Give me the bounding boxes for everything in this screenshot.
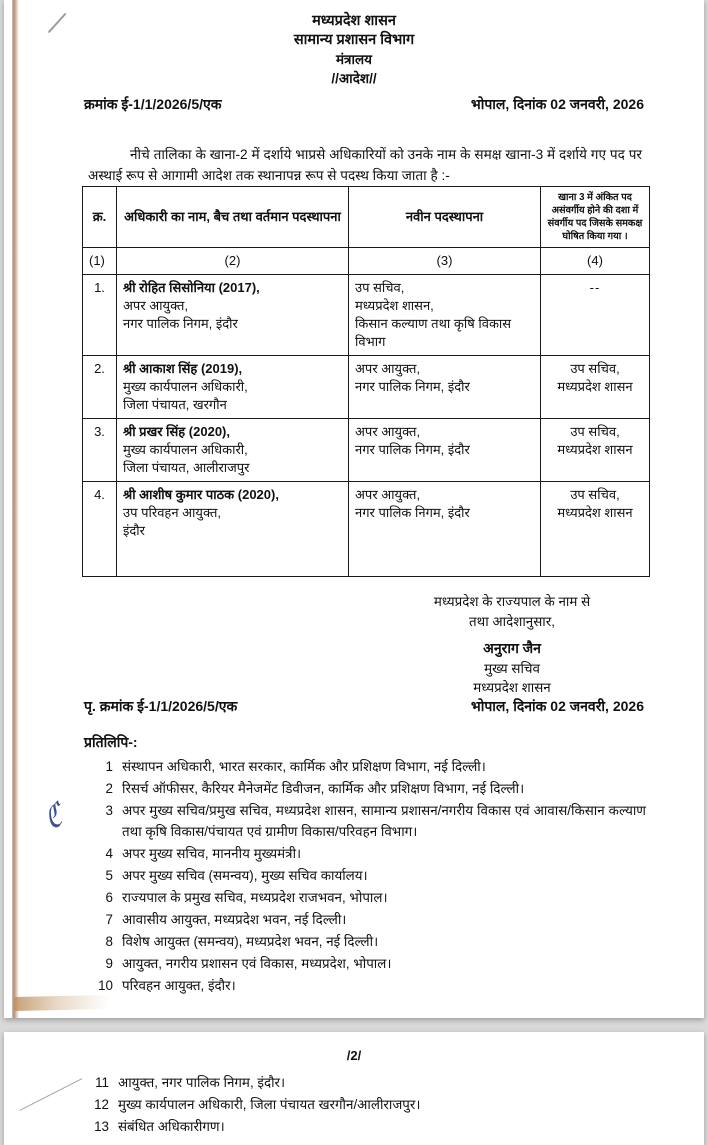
- cell-new-posting: [349, 419, 541, 482]
- list-item-number: 1: [105, 759, 113, 774]
- list-item-text: राज्यपाल के प्रमुख सचिव, मध्यप्रदेश राजभवन, भोपाल।: [122, 889, 388, 905]
- colnum-1: (1): [83, 248, 117, 275]
- table-row: [83, 419, 650, 482]
- endorsement-place-and-date: भोपाल, दिनांक 02 जनवरी, 2026: [470, 698, 644, 714]
- endorsement-reference-row: [84, 697, 644, 716]
- signature-authority-line-2: तथा आदेशानुसार,: [469, 613, 555, 629]
- copy-to-list-page1: [88, 757, 646, 998]
- cadre-equivalent-line: मध्यप्रदेश शासन: [557, 379, 633, 394]
- list-item-text: आयुक्त, नगरीय प्रशासन एवं विकास, मध्यप्रदेश, भोपाल।: [122, 955, 392, 971]
- header-officer-name: अधिकारी का नाम, बैच तथा वर्तमान पदस्थापना: [117, 187, 349, 248]
- list-item: [84, 1073, 650, 1094]
- cell-officer-details: [117, 482, 349, 577]
- copy-to-heading: प्रतिलिपि-:: [84, 734, 138, 750]
- colnum-3: (3): [349, 248, 541, 275]
- current-posting-line: अपर आयुक्त,: [123, 298, 189, 313]
- cadre-equivalent-line: उप सचिव,: [570, 424, 620, 439]
- list-item-number: 9: [105, 955, 113, 971]
- secretariat-line: मंत्रालय: [335, 52, 372, 67]
- new-posting-line: अपर आयुक्त,: [355, 487, 421, 502]
- current-posting-line: जिला पंचायत, आलीराजपुर: [123, 460, 250, 475]
- list-item-text: संस्थापन अधिकारी, भारत सरकार, कार्मिक और प्रशिक्षण विभाग, नई दिल्ली।: [122, 759, 486, 774]
- officer-name: श्री प्रखर सिंह (2020),: [123, 424, 231, 439]
- page-edge-stain: [12, 0, 19, 1018]
- current-posting-line: मुख्य कार्यपालन अधिकारी,: [123, 379, 248, 394]
- list-item: [88, 779, 646, 800]
- cell-serial-number: 4.: [83, 482, 117, 577]
- list-item-text: रिसर्च ऑफीसर, कैरियर मैनेजमेंट डिवीजन, कार्मिक और प्रशिक्षण विभाग, नई दिल्ली।: [122, 781, 525, 796]
- list-item-text: आवासीय आयुक्त, मध्यप्रदेश भवन, नई दिल्ली।: [122, 911, 347, 927]
- list-item: [88, 910, 646, 931]
- current-posting-line: जिला पंचायत, खरगौन: [123, 397, 227, 412]
- stray-pen-mark-page2-icon: [19, 1078, 82, 1111]
- new-posting-line: किसान कल्याण तथा कृषि विकास: [355, 316, 512, 331]
- department-name-line: सामान्य प्रशासन विभाग: [293, 32, 415, 48]
- officer-name: श्री रोहित सिसोनिया (2017),: [123, 280, 260, 295]
- new-posting-line: विभाग: [355, 334, 386, 349]
- endorsement-reference-number: पृ. क्रमांक ई-1/1/2026/5/एक: [84, 698, 238, 714]
- list-item-number: 11: [95, 1075, 109, 1090]
- table-header-row: [83, 187, 650, 248]
- cell-new-posting: [349, 275, 541, 356]
- posting-table-body: [83, 275, 650, 577]
- list-item-text: संबंधित अधिकारीगण।: [118, 1119, 225, 1134]
- header-cadre-equivalent: खाना 3 में अंकित पद असंवर्गीय होने की दशा में संवर्गीय पद जिसके समकक्ष घोषित किया गया ।: [541, 187, 650, 248]
- header-serial: क्र.: [83, 187, 117, 248]
- list-item-number: 7: [105, 911, 113, 927]
- table-row: [83, 482, 650, 577]
- header-new-posting: नवीन पदस्थापना: [349, 187, 541, 248]
- new-posting-line: अपर आयुक्त,: [355, 424, 421, 439]
- list-item-text: मुख्य कार्यपालन अधिकारी, जिला पंचायत खरगौन/आलीराजपुर।: [118, 1097, 421, 1112]
- officer-name: श्री आशीष कुमार पाठक (2020),: [123, 487, 279, 502]
- new-posting-line: नगर पालिक निगम, इंदौर: [355, 442, 470, 457]
- signatory-designation: मुख्य सचिव: [484, 660, 540, 676]
- list-item-text: परिवहन आयुक्त, इंदौर।: [122, 977, 236, 993]
- cell-serial-number: 1.: [83, 275, 117, 356]
- new-posting-line: अपर आयुक्त,: [355, 361, 421, 376]
- list-item-text: अपर मुख्य सचिव/प्रमुख सचिव, मध्यप्रदेश शासन, सामान्य प्रशासन/नगरीय विकास एवं आवास/किसान कल्याण तथा कृषि विकास/पंचायत एवं ग्रामीण विकास/परिवहन विभाग।: [122, 803, 646, 839]
- reference-number: क्रमांक ई-1/1/2026/5/एक: [84, 96, 222, 112]
- reference-row: [84, 95, 644, 114]
- colnum-4: (4): [541, 248, 650, 275]
- list-item: [88, 954, 646, 975]
- cadre-equivalent-line: मध्यप्रदेश शासन: [557, 505, 633, 520]
- current-posting-line: मुख्य कार्यपालन अधिकारी,: [123, 442, 248, 457]
- list-item-number: 3: [105, 803, 113, 818]
- current-posting-line: नगर पालिक निगम, इंदौर: [123, 316, 238, 331]
- list-item: [88, 888, 646, 909]
- signature-authority-line-1: मध्यप्रदेश के राज्यपाल के नाम से: [433, 594, 591, 609]
- page-number-marker: /2/: [346, 1048, 362, 1063]
- cell-new-posting: [349, 482, 541, 577]
- cell-cadre-equivalent: [541, 482, 650, 577]
- cell-serial-number: 2.: [83, 356, 117, 419]
- new-posting-line: नगर पालिक निगम, इंदौर: [355, 505, 470, 520]
- cell-officer-details: [117, 356, 349, 419]
- current-posting-line: इंदौर: [123, 523, 145, 538]
- list-item-number: 2: [105, 781, 113, 796]
- cell-officer-details: [117, 419, 349, 482]
- list-item-number: 4: [105, 845, 113, 861]
- signature-block: [382, 592, 642, 698]
- list-item: [88, 801, 646, 842]
- place-and-date: भोपाल, दिनांक 02 जनवरी, 2026: [470, 96, 644, 112]
- list-item: [84, 1095, 650, 1116]
- current-posting-line: उप परिवहन आयुक्त,: [123, 505, 221, 520]
- list-item-number: 6: [105, 889, 113, 905]
- list-item-text: अपर मुख्य सचिव, माननीय मुख्यमंत्री।: [122, 845, 302, 861]
- table-column-number-row: [83, 248, 650, 275]
- list-item-text: आयुक्त, नगर पालिक निगम, इंदौर।: [118, 1075, 286, 1090]
- signatory-name: अनुराग जैन: [483, 640, 541, 656]
- list-item-text: अपर मुख्य सचिव (समन्वय), मुख्य सचिव कार्यालय।: [122, 867, 368, 883]
- scanned-page-1: [4, 0, 704, 1018]
- cell-cadre-equivalent: [541, 275, 650, 356]
- table-row: [83, 356, 650, 419]
- table-row: [83, 275, 650, 356]
- list-item-number: 8: [105, 933, 113, 949]
- new-posting-line: मध्यप्रदेश शासन,: [355, 298, 434, 313]
- officer-name: श्री आकाश सिंह (2019),: [123, 361, 243, 376]
- cell-officer-details: [117, 275, 349, 356]
- cadre-equivalent-line: मध्यप्रदेश शासन: [557, 442, 633, 457]
- posting-table: [82, 186, 650, 577]
- signatory-department: मध्यप्रदेश शासन: [473, 680, 551, 695]
- new-posting-line: उप सचिव,: [355, 280, 405, 295]
- colnum-2: (2): [117, 248, 349, 275]
- list-item: [88, 866, 646, 887]
- list-item: [84, 1117, 650, 1138]
- cell-cadre-equivalent: [541, 356, 650, 419]
- new-posting-line: नगर पालिक निगम, इंदौर: [355, 379, 470, 394]
- list-item: [88, 976, 646, 997]
- cadre-equivalent-line: उप सचिव,: [570, 361, 620, 376]
- blue-ink-initial-mark: ℭ: [42, 796, 66, 837]
- list-item: [88, 932, 646, 953]
- order-title-line: //आदेश//: [331, 71, 377, 86]
- copy-to-list-page2: [84, 1073, 650, 1139]
- cell-serial-number: 3.: [83, 419, 117, 482]
- list-item-number: 10: [98, 977, 113, 993]
- intro-paragraph: नीचे तालिका के खाना-2 में दर्शाये भाप्रसे अधिकारियों को उनके नाम के समक्ष खाना-3 में दर्शाये गए पद पर अस्थाई रूप से आगामी आदेश तक स्थानापन्न रूप से पदस्थ किया जाता है :-: [88, 146, 642, 183]
- cadre-equivalent-line: उप सचिव,: [570, 487, 620, 502]
- list-item: [88, 844, 646, 865]
- list-item-number: 13: [94, 1119, 109, 1134]
- govt-name-line: मध्यप्रदेश शासन: [312, 13, 396, 29]
- list-item-number: 5: [105, 867, 113, 883]
- list-item: [88, 757, 646, 778]
- cadre-equivalent-line: --: [589, 280, 601, 295]
- cell-new-posting: [349, 356, 541, 419]
- list-item-text: विशेष आयुक्त (समन्वय), मध्यप्रदेश भवन, नई दिल्ली।: [122, 933, 379, 949]
- cell-cadre-equivalent: [541, 419, 650, 482]
- list-item-number: 12: [94, 1097, 109, 1112]
